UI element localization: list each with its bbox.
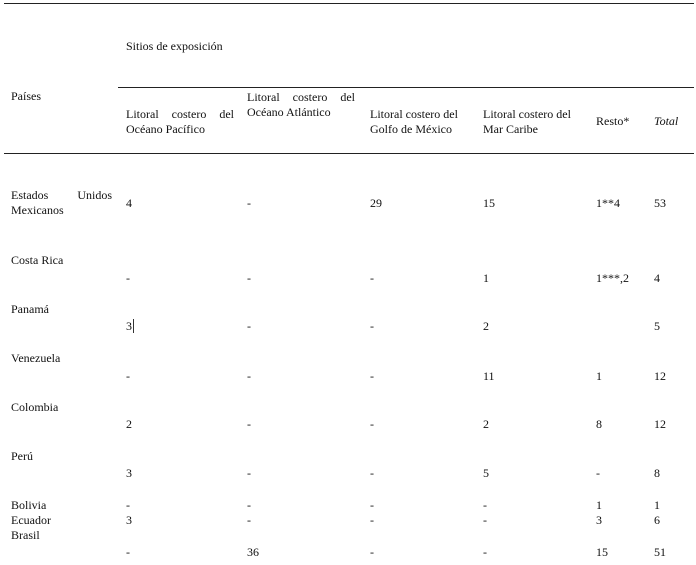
column-header-line: Litoral costero del [247,90,355,104]
table-cell: 3 [596,513,602,527]
table-cell: 12 [654,417,666,431]
column-header-line: Golfo de México [370,122,452,136]
table-cell: - [247,466,251,480]
table-cell: - [247,319,251,333]
row-country-colombia: Colombia [11,400,59,414]
table-cell: - [483,545,487,559]
column-header-total: Total [654,114,679,128]
row-country-panama: Panamá [11,302,49,316]
table-cell: - [247,417,251,431]
table-cell: - [370,513,374,527]
table-cell: 15 [596,545,608,559]
row-country-brasil: Brasil [11,528,40,542]
header-paises: Países [11,89,41,103]
table-cell: - [370,271,374,285]
table-cell: 8 [596,417,602,431]
table-cell: 12 [654,369,666,383]
table-cell: - [370,369,374,383]
table-cell: 53 [654,196,666,210]
table-cell: 8 [654,466,660,480]
column-header-pacifico [126,107,234,137]
column-header-line: Mar Caribe [483,122,538,136]
table-cell: 2 [483,417,489,431]
header-bottom-rule [4,153,694,154]
table-cell: - [126,498,130,512]
text-cursor [133,319,134,333]
table-cell: 1 [483,271,489,285]
row-country-ecuador: Ecuador [11,513,51,527]
table-cell: - [247,271,251,285]
country-name-line: Mexicanos [11,203,64,217]
row-country-venezuela: Venezuela [11,351,61,365]
row-country-bolivia: Bolivia [11,498,47,512]
table-cell: 1 [596,498,602,512]
table-cell: - [126,369,130,383]
table-cell: 3 [126,513,132,527]
country-name-line: Estados Unidos [11,188,112,202]
column-header-golfo [370,107,458,137]
table-cell: 11 [483,369,495,383]
table-cell: 15 [483,196,495,210]
table-cell: 1 [596,369,602,383]
table-cell: 3 [126,466,132,480]
table-cell: 6 [654,513,660,527]
column-header-caribe [483,107,571,137]
table-cell: 4 [126,196,132,210]
column-header-line: Litoral costero del [126,107,234,121]
table-cell: 1***,2 [596,271,629,285]
table-cell: - [370,498,374,512]
table-cell: - [370,417,374,431]
column-header-line: Océano Atlántico [247,105,331,119]
table-cell: - [370,319,374,333]
column-header-resto: Resto* [596,114,630,128]
table-cell: - [247,369,251,383]
table-cell: 51 [654,545,666,559]
table-cell: 2 [126,417,132,431]
table-cell: - [483,498,487,512]
header-group-title: Sitios de exposición [126,39,223,53]
table-cell: - [247,498,251,512]
column-header-atlantico [247,90,355,120]
column-header-line: Litoral costero del [483,107,571,121]
row-country-costa-rica: Costa Rica [11,253,64,267]
table-cell: 3 [126,319,132,333]
row-country-mexico [11,188,112,218]
table-cell: 2 [483,319,489,333]
column-header-line: Océano Pacífico [126,122,205,136]
table-cell: 4 [654,271,660,285]
table-cell: 1 [654,498,660,512]
column-header-line: Litoral costero del [370,107,458,121]
table-cell: 1**4 [596,196,620,210]
group-rule [118,87,694,88]
table-cell: - [370,545,374,559]
table-cell: - [126,545,130,559]
table-cell: 29 [370,196,382,210]
table-cell: 5 [483,466,489,480]
table-cell: - [596,466,600,480]
table-cell: - [483,513,487,527]
table-cell: 36 [247,545,259,559]
top-rule [4,3,694,4]
table-cell: - [126,271,130,285]
table-cell: - [247,513,251,527]
table-cell: - [370,466,374,480]
row-country-peru: Perú [11,449,33,463]
table-cell: 5 [654,319,660,333]
table-cell: - [247,196,251,210]
